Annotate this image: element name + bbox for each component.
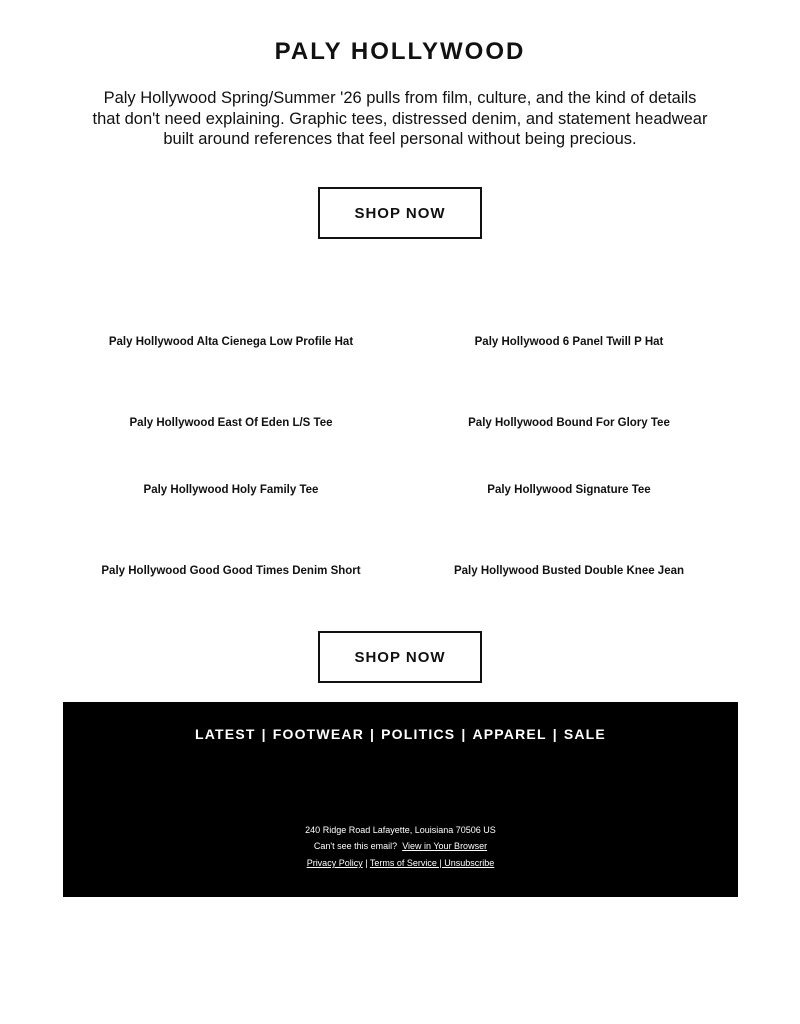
footer-nav-separator: | [261,726,267,742]
footer-nav-footwear[interactable]: FOOTWEAR [272,726,365,742]
view-in-browser-link[interactable]: View in Your Browser [402,841,488,851]
privacy-policy-link[interactable]: Privacy Policy [306,858,363,868]
footer-browser-line [63,838,738,854]
footer-nav-separator: | [552,726,558,742]
terms-unsubscribe-link[interactable]: Terms of Service | Unsubscribe [369,858,495,868]
product-link-east-of-eden-tee[interactable]: Paly Hollywood East Of Eden L/S Tee [129,417,333,429]
shop-now-button-top[interactable]: SHOP NOW [318,187,482,239]
product-link-denim-short[interactable]: Paly Hollywood Good Good Times Denim Short [101,565,361,577]
legal-separator: | [365,858,368,868]
footer-nav-separator: | [461,726,467,742]
shop-now-button-bottom[interactable]: SHOP NOW [318,631,482,683]
footer-legal-links [63,855,738,871]
product-link-holy-family-tee[interactable]: Paly Hollywood Holy Family Tee [143,484,319,496]
footer-nav-apparel[interactable]: APPAREL [472,726,547,742]
product-link-signature-tee[interactable]: Paly Hollywood Signature Tee [487,484,651,496]
product-link-6-panel-twill-hat[interactable]: Paly Hollywood 6 Panel Twill P Hat [474,336,664,348]
product-link-bound-for-glory-tee[interactable]: Paly Hollywood Bound For Glory Tee [468,417,670,429]
footer-nav-sale[interactable]: SALE [563,726,606,742]
intro-paragraph: Paly Hollywood Spring/Summer '26 pulls from film, culture, and the kind of details that don't need explaining. Graphic tees, distressed denim, and statement headwear built around references that feel personal without being precious. [92,89,708,148]
footer-nav [63,724,738,744]
brand-title: PALY HOLLYWOOD [274,38,526,65]
footer-address: 240 Ridge Road Lafayette, Louisiana 70506 US [305,825,496,835]
footer-nav-separator: | [370,726,376,742]
product-link-double-knee-jean[interactable]: Paly Hollywood Busted Double Knee Jean [453,565,685,577]
cant-see-text: Can't see this email? [313,841,398,851]
footer [63,702,738,897]
footer-nav-politics[interactable]: POLITICS [381,726,456,742]
product-link-alta-cienega-hat[interactable]: Paly Hollywood Alta Cienega Low Profile Hat [108,336,354,348]
footer-nav-latest[interactable]: LATEST [195,726,256,742]
